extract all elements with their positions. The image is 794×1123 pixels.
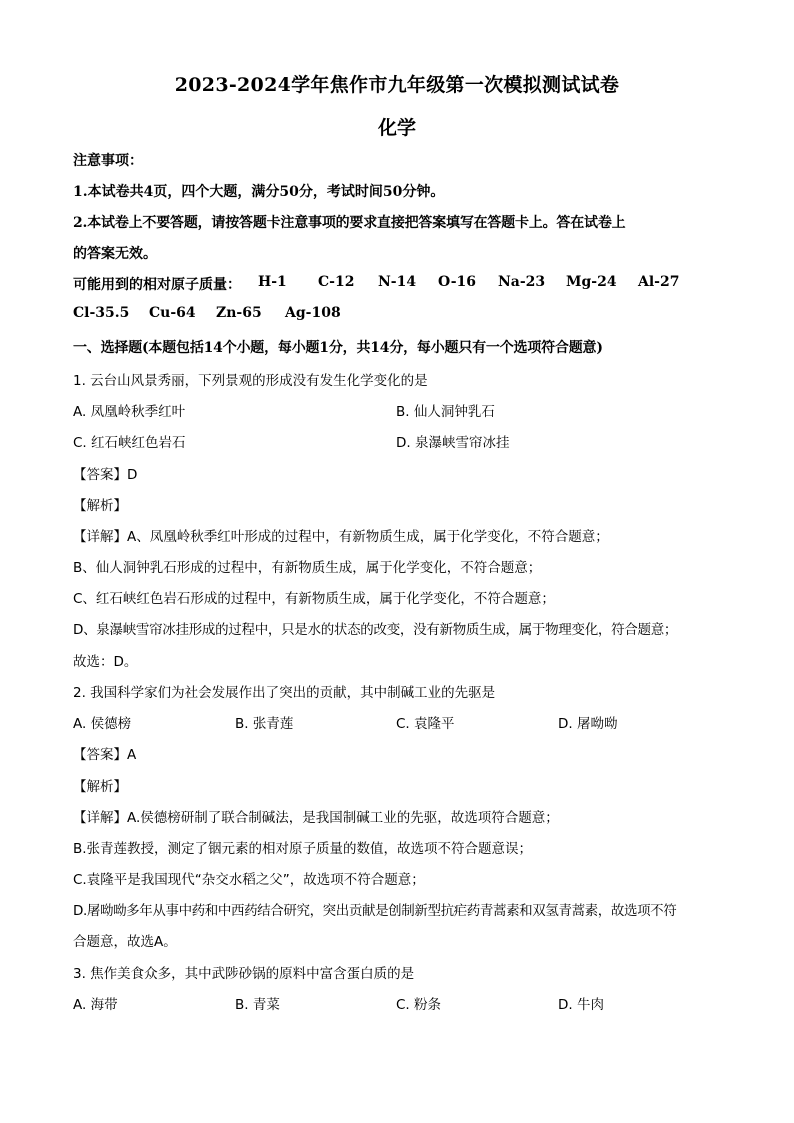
q2-detail-5: 合题意，故选A。 <box>73 934 177 950</box>
q1-detail-4: D、泉瀑峡雪帘冰挂形成的过程中，只是水的状态的改变，没有新物质生成，属于物理变化，符合题意； <box>73 622 678 638</box>
q2-option-d: D. 屠呦呦 <box>558 716 618 732</box>
q1-answer: 【答案】D <box>73 467 138 483</box>
atomic-mass-h: H-1 <box>258 274 287 290</box>
section-1-heading: 一、选择题(本题包括14个小题，每小题1分，共14分，每小题只有一个选项符合题意) <box>73 340 603 356</box>
q2-detail-1: 【详解】A.侯德榜研制了联合制碱法，是我国制碱工业的先驱，故选项符合题意； <box>73 810 559 826</box>
exam-title: 2023-2024学年焦作市九年级第一次模拟测试试卷 <box>174 74 620 96</box>
atomic-mass-cu: Cu-64 <box>149 305 196 321</box>
atomic-mass-n: N-14 <box>378 274 417 290</box>
q2-answer: 【答案】A <box>73 747 137 763</box>
atomic-mass-zn: Zn-65 <box>216 305 262 321</box>
q1-detail-1: 【详解】A、凤凰岭秋季红叶形成的过程中，有新物质生成，属于化学变化，不符合题意； <box>73 529 609 545</box>
notes-item-1: 1.本试卷共4页，四个大题，满分50分，考试时间50分钟。 <box>73 184 445 200</box>
q2-analysis-label: 【解析】 <box>73 779 127 795</box>
q1-detail-2: B、仙人洞钟乳石形成的过程中，有新物质生成，属于化学变化，不符合题意； <box>73 560 542 576</box>
q2-option-c: C. 袁隆平 <box>396 716 455 732</box>
q2-option-b: B. 张青莲 <box>235 716 294 732</box>
exam-subject: 化学 <box>377 117 416 139</box>
q1-option-a: A. 凤凰岭秋季红叶 <box>73 404 186 420</box>
q2-stem: 2. 我国科学家们为社会发展作出了突出的贡献，其中制碱工业的先驱是 <box>73 685 496 701</box>
q1-option-d: D. 泉瀑峡雪帘冰挂 <box>396 435 510 451</box>
q2-detail-3: C.袁隆平是我国现代“杂交水稻之父”，故选项不符合题意； <box>73 872 425 888</box>
q3-option-a: A. 海带 <box>73 997 118 1013</box>
q1-detail-3: C、红石峡红色岩石形成的过程中，有新物质生成，属于化学变化，不符合题意； <box>73 591 555 607</box>
atomic-mass-al: Al-27 <box>638 274 680 290</box>
atomic-mass-na: Na-23 <box>498 274 546 290</box>
q3-option-c: C. 粉条 <box>396 997 442 1013</box>
atomic-mass-mg: Mg-24 <box>566 274 617 290</box>
q2-detail-2: B.张青莲教授，测定了铟元素的相对原子质量的数值，故选项不符合题意误； <box>73 841 533 857</box>
atomic-mass-label: 可能用到的相对原子质量： <box>73 277 241 293</box>
atomic-mass-o: O-16 <box>438 274 477 290</box>
q3-option-b: B. 青菜 <box>235 997 280 1013</box>
atomic-mass-ag: Ag-108 <box>285 305 341 321</box>
notes-heading: 注意事项： <box>73 153 143 169</box>
q1-option-b: B. 仙人洞钟乳石 <box>396 404 495 420</box>
q2-option-a: A. 侯德榜 <box>73 716 132 732</box>
q1-detail-5: 故选：D。 <box>73 654 138 670</box>
q2-detail-4: D.屠呦呦多年从事中药和中西药结合研究，突出贡献是创制新型抗疟药青蒿素和双氢青蒿素，故选项不符 <box>73 903 677 919</box>
atomic-mass-cl: Cl-35.5 <box>73 305 130 321</box>
notes-item-2-line-2: 的答案无效。 <box>73 246 157 262</box>
q1-stem: 1. 云台山风景秀丽，下列景观的形成没有发生化学变化的是 <box>73 373 428 389</box>
q3-option-d: D. 牛肉 <box>558 997 604 1013</box>
notes-item-2-line-1: 2.本试卷上不要答题，请按答题卡注意事项的要求直接把答案填写在答题卡上。答在试卷上 <box>73 215 626 231</box>
q1-analysis-label: 【解析】 <box>73 498 127 514</box>
q3-stem: 3. 焦作美食众多，其中武陟砂锅的原料中富含蛋白质的是 <box>73 966 415 982</box>
atomic-mass-c: C-12 <box>318 274 355 290</box>
q1-option-c: C. 红石峡红色岩石 <box>73 435 186 451</box>
